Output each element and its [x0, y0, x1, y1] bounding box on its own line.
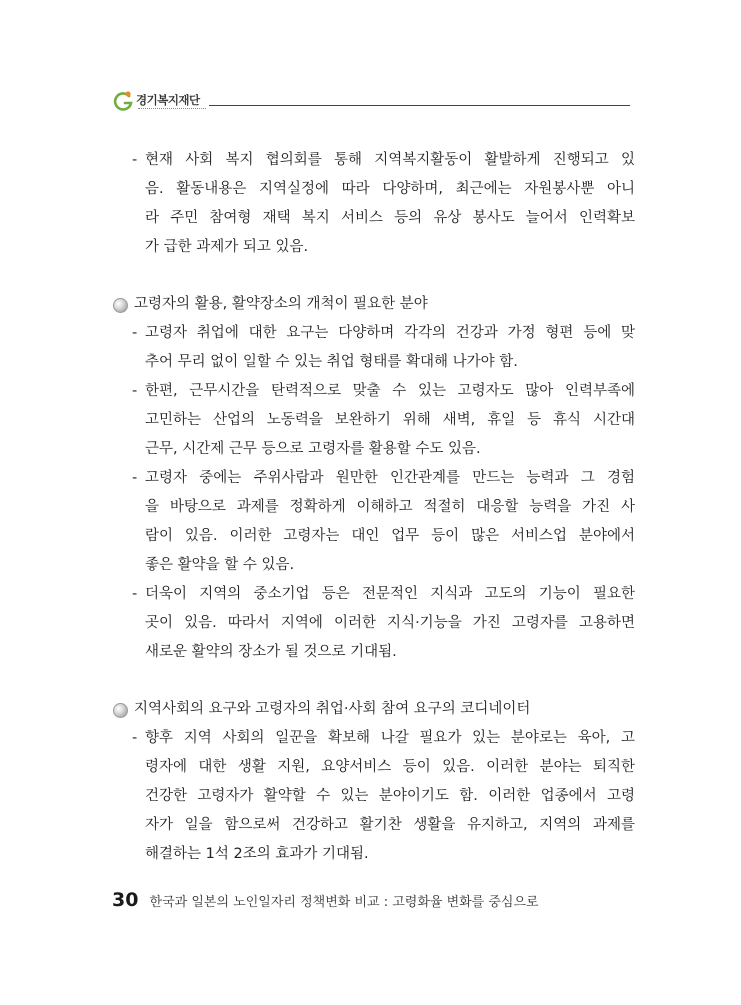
section-heading-text: 고령자의 활용, 활약장소의 개척이 필요한 분야: [134, 296, 428, 312]
dash-marker: -: [132, 586, 138, 602]
text-line: 현재 사회 복지 협의회를 통해 지역복지활동이 활발하게 진행되고 있: [145, 152, 635, 168]
section-heading: [110, 290, 635, 319]
round-bullet-icon: [113, 298, 128, 313]
list-item: [110, 319, 635, 377]
text-line: 고령자 중에는 주위사람과 원만한 인간관계를 만드는 능력과 그 경험: [145, 470, 635, 486]
text-line: 한편, 근무시간을 탄력적으로 맞출 수 있는 고령자도 많아 인력부족에: [145, 383, 635, 399]
text-line: 음. 활동내용은 지역실정에 따라 다양하며, 최근에는 자원봉사뿐 아니: [145, 181, 635, 197]
text-line: 좋은 활약을 할 수 있음.: [145, 557, 295, 573]
running-title: 한국과 일본의 노인일자리 정책변화 비교 : 고령화율 변화를 중심으로: [149, 894, 539, 910]
text-line: 자가 일을 함으로써 건강하고 활기찬 생활을 유지하고, 지역의 과제를: [145, 817, 635, 833]
section-heading-text: 지역사회의 요구와 고령자의 취업·사회 참여 요구의 코디네이터: [134, 701, 531, 717]
dash-marker: -: [132, 152, 138, 168]
text-line: 추어 무리 없이 일할 수 있는 취업 형태를 확대해 나가야 함.: [145, 354, 518, 370]
text-line: 새로운 활약의 장소가 될 것으로 기대됨.: [145, 644, 397, 660]
list-item: [110, 377, 635, 464]
text-line: 고령자 취업에 대한 요구는 다양하며 각각의 건강과 가정 형편 등에 맞: [145, 325, 635, 341]
text-line: 더욱이 지역의 중소기업 등은 전문적인 지식과 고도의 기능이 필요한: [145, 586, 635, 602]
intro-item: [110, 146, 635, 262]
text-line: 가 급한 과제가 되고 있음.: [145, 239, 309, 255]
dash-marker: -: [132, 730, 138, 746]
text-line: 곳이 있음. 따라서 지역에 이러한 지식·기능을 가진 고령자를 고용하면: [145, 615, 635, 631]
page-body: [110, 146, 635, 869]
page-footer: [112, 889, 672, 919]
text-line: 건강한 고령자가 활약할 수 있는 분야이기도 함. 이러한 업종에서 고령: [145, 788, 635, 804]
list-item: [110, 464, 635, 580]
section-heading: [110, 695, 635, 724]
list-item: [110, 580, 635, 667]
header-rule: [209, 105, 630, 106]
dash-marker: -: [132, 470, 138, 486]
round-bullet-icon: [113, 703, 128, 718]
logo-text: 경기복지재단: [136, 93, 200, 107]
dash-marker: -: [132, 383, 138, 399]
text-line: 령자에 대한 생활 지원, 요양서비스 등이 있음. 이러한 분야는 퇴직한: [145, 759, 635, 775]
text-line: 해결하는 1석 2조의 효과가 기대됨.: [145, 846, 369, 862]
dash-marker: -: [132, 325, 138, 341]
text-line: 향후 지역 사회의 일꾼을 확보해 나갈 필요가 있는 분야로는 육아, 고: [145, 730, 635, 746]
logo-subtitle-text: [138, 108, 206, 112]
text-line: 을 바탕으로 과제를 정확하게 이해하고 적절히 대응할 능력을 가진 사: [145, 499, 635, 515]
text-line: 람이 있음. 이러한 고령자는 대인 업무 등이 많은 서비스업 분야에서: [145, 528, 635, 544]
foundation-logo-icon: [112, 90, 134, 112]
list-item: [110, 724, 635, 869]
text-line: 고민하는 산업의 노동력을 보완하기 위해 새벽, 휴일 등 휴식 시간대: [145, 412, 635, 428]
text-line: 라 주민 참여형 재택 복지 서비스 등의 유상 봉사도 늘어서 인력확보: [145, 210, 635, 226]
page-header: [112, 88, 630, 124]
text-line: 근무, 시간제 근무 등으로 고령자를 활용할 수도 있음.: [145, 441, 481, 457]
page-number: 30: [112, 889, 139, 911]
